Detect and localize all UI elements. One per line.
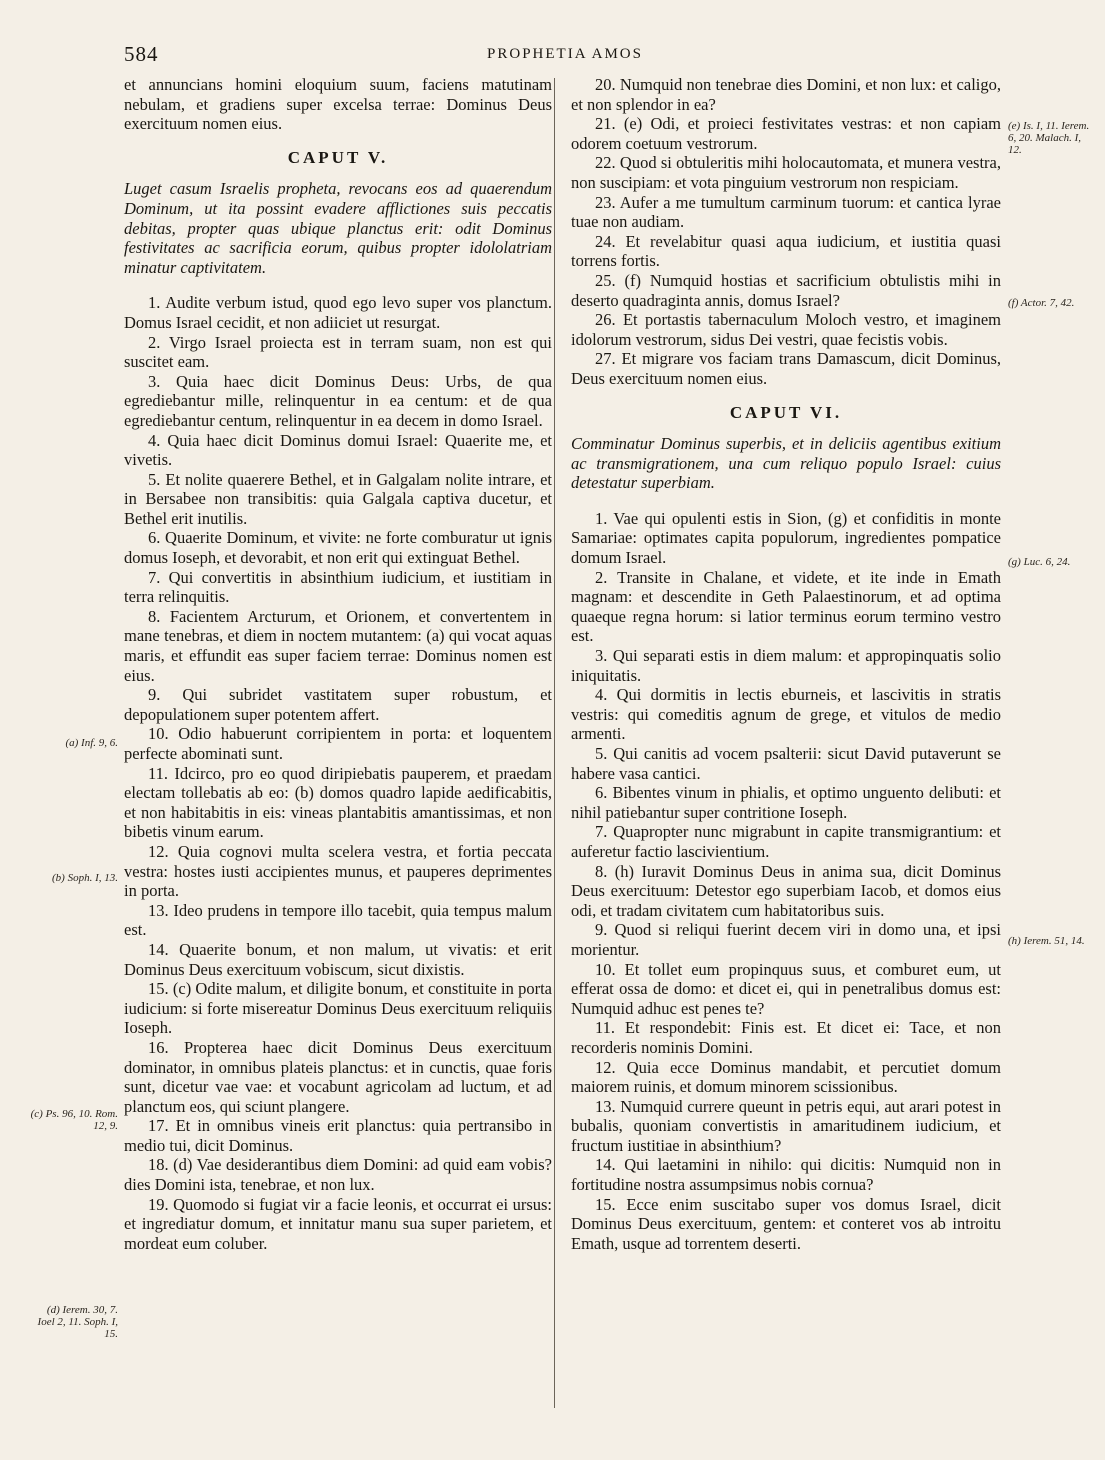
- verse: 24. Et revelabitur quasi aqua iudicium, et iustitia quasi torrens fortis.: [571, 231, 1001, 271]
- margin-note: (d) Ierem. 30, 7. Ioel 2, 11. Soph. I, 15.: [37, 1304, 118, 1340]
- verse: 22. Quod si obtuleritis mihi holocautomata, et munera vestra, non suscipiam: et vota pinguium vestrorum non respiciam.: [571, 153, 1001, 192]
- margin-note: (g) Luc. 6, 24.: [1008, 556, 1071, 568]
- verse: 1. Audite verbum istud, quod ego levo super vos planctum. Domus Israel cecidit, et non adiiciet ut resurgat.: [124, 293, 552, 332]
- verse: 3. Quia haec dicit Dominus Deus: Urbs, de qua egrediebantur mille, relinquentur in ea centum: et de qua egrediebantur centum, relinquentur in ea decem in domo Israel.: [124, 371, 552, 430]
- chapter-summary: Luget casum Israelis propheta, revocans eos ad quaerendum Dominum, ut ita possint evadere afflictiones suis peccatis debitas, propter quas ubique planctus erit: odit Dominus festivitates ac sacrificia eorum, quibus propter idololatriam minatur captivitatem.: [124, 179, 552, 277]
- verse: 4. Quia haec dicit Dominus domui Israel: Quaerite me, et vivetis.: [124, 430, 552, 470]
- verse: 9. Qui subridet vastitatem super robustum, et depopulationem super potentem affert.: [124, 685, 552, 724]
- verse: 6. Quaerite Dominum, et vivite: ne forte comburatur ut ignis domus Ioseph, et devorabit, et non erit qui extinguat Bethel.: [124, 528, 552, 568]
- right-column: [571, 75, 1001, 1253]
- verse: 8. (h) Iuravit Dominus Deus in anima sua, dicit Dominus Deus exercituum: Detestor ego superbiam Iacob, et domos eius odi, et tradam civitatem cum habitatoribus suis.: [571, 861, 1001, 920]
- verse: 1. Vae qui opulenti estis in Sion, (g) et confiditis in monte Samariae: optimates capita populorum, ingredientes pompatice domum Israel.: [571, 508, 1001, 568]
- chapter-heading: CAPUT V.: [287, 147, 389, 167]
- verse: 27. Et migrare vos faciam trans Damascum, dicit Dominus, Deus exercituum nomen eius.: [571, 349, 1001, 388]
- running-title: PROPHETIA AMOS: [487, 46, 643, 62]
- verse: 19. Quomodo si fugiat vir a facie leonis, et occurrat ei ursus: et ingrediatur domum, et innitatur manu sua super parietem, et mordeat eum coluber.: [124, 1194, 552, 1253]
- chapter-intro-text: et annuncians homini eloquium suum, faciens matutinam nebulam, et gradiens super excelsa terrae: Dominus Deus exercituum nomen eius.: [124, 75, 552, 134]
- verse: 16. Propterea haec dicit Dominus Deus exercituum dominator, in omnibus plateis planctus: et in cunctis, quae foris sunt, dicetur vae vae: et vocabunt agricolam ad luctum, et ad planctum eos, qui sciunt plangere.: [124, 1037, 552, 1116]
- verse: 9. Quod si reliqui fuerint decem viri in domo una, et ipsi morientur.: [571, 920, 1001, 959]
- verse: 12. Quia cognovi multa scelera vestra, et fortia peccata vestra: hostes iusti accipientes munus, et pauperes deprimentes in porta.: [124, 841, 552, 901]
- verse: 21. (e) Odi, et proieci festivitates vestras: et non capiam odorem coetuum vestrorum.: [571, 114, 1001, 153]
- verse: 3. Qui separati estis in diem malum: et appropinquatis solio iniquitatis.: [571, 646, 1001, 685]
- verse: 17. Et in omnibus vineis erit planctus: quia pertransibo in medio tui, dicit Dominus.: [124, 1116, 552, 1155]
- verse: 13. Ideo prudens in tempore illo tacebit, quia tempus malum est.: [124, 900, 552, 940]
- margin-note: (c) Ps. 96, 10. Rom. 12, 9.: [30, 1108, 118, 1132]
- verse: 15. (c) Odite malum, et diligite bonum, et constituite in porta iudicium: si forte misereatur Dominus Deus exercituum reliquiis Ioseph.: [124, 979, 552, 1038]
- verse: 12. Quia ecce Dominus mandabit, et percutiet domum maiorem ruinis, et domum minorem scissionibus.: [571, 1057, 1001, 1097]
- verse: 14. Quaerite bonum, et non malum, ut vivatis: et erit Dominus Deus exercituum vobiscum, sicut dixistis.: [124, 939, 552, 979]
- column-divider: [554, 78, 555, 1408]
- verse: 15. Ecce enim suscitabo super vos domus Israel, dicit Dominus Deus exercituum, gentem: et conteret vos ab introitu Emath, usque ad torrentem deserti.: [571, 1194, 1001, 1253]
- verse: 5. Qui canitis ad vocem psalterii: sicut David putaverunt se habere vasa cantici.: [571, 744, 1001, 783]
- verse: 11. Idcirco, pro eo quod diripiebatis pauperem, et praedam electam tollebatis ab eo: (b) domos quadro lapide aedificabitis, et non habitabitis in eis: vineas plantabitis amantissimas, et non bibetis vinum earum.: [124, 763, 552, 842]
- verse: 18. (d) Vae desiderantibus diem Domini: ad quid eam vobis? dies Domini ista, tenebrae, et non lux.: [124, 1155, 552, 1195]
- margin-note: (e) Is. I, 11. Ierem. 6, 20. Malach. I, 12.: [1008, 120, 1090, 156]
- verse: 2. Transite in Chalane, et videte, et ite inde in Emath magnam: et descendite in Geth Palaestinorum, et ad optima quaeque regna horum: si latior terminus eorum termino vestro est.: [571, 567, 1001, 646]
- page-header: [124, 42, 1006, 70]
- verse: 10. Odio habuerunt corripientem in porta: et loquentem perfecte abominati sunt.: [124, 724, 552, 763]
- verse: 11. Et respondebit: Finis est. Et dicet ei: Tace, et non recorderis nominis Domini.: [571, 1018, 1001, 1057]
- verse: 26. Et portastis tabernaculum Moloch vestro, et imaginem idolorum vestrorum, sidus Dei vestri, quae fecistis vobis.: [571, 310, 1001, 349]
- verse: 20. Numquid non tenebrae dies Domini, et non lux: et caligo, et non splendor in ea?: [571, 75, 1001, 114]
- chapter-heading: CAPUT VI.: [729, 402, 843, 422]
- verse: 7. Quapropter nunc migrabunt in capite transmigrantium: et auferetur factio lascivientium.: [571, 822, 1001, 861]
- verse: 23. Aufer a me tumultum carminum tuorum: et cantica lyrae tuae non audiam.: [571, 192, 1001, 232]
- verse: 4. Qui dormitis in lectis eburneis, et lascivitis in stratis vestris: qui comeditis agnum de grege, et vitulos de medio armenti.: [571, 685, 1001, 744]
- verse: 25. (f) Numquid hostias et sacrificium obtulistis mihi in deserto quadraginta annis, domus Israel?: [571, 270, 1001, 310]
- left-column: [124, 75, 552, 1253]
- verse: 6. Bibentes vinum in phialis, et optimo unguento delibuti: et nihil patiebantur super contritione Ioseph.: [571, 783, 1001, 822]
- page-number: 584: [124, 42, 159, 66]
- verse: 10. Et tollet eum propinquus suus, et comburet eum, ut efferat ossa de domo: et dicet ei, qui in penetralibus domus est: Numquid adhuc est penes te?: [571, 959, 1001, 1018]
- verse: 14. Qui laetamini in nihilo: qui dicitis: Numquid non in fortitudine nostra assumpsimus nobis cornua?: [571, 1155, 1001, 1195]
- verse: 2. Virgo Israel proiecta est in terram suam, non est qui suscitet eam.: [124, 332, 552, 372]
- verse: 13. Numquid currere queunt in petris equi, aut arari potest in bubalis, quoniam convertistis in amaritudinem iudicium, et fructum iustitiae in absinthium?: [571, 1096, 1001, 1155]
- verse: 7. Qui convertitis in absinthium iudicium, et iustitiam in terra relinquitis.: [124, 567, 552, 607]
- margin-note: (f) Actor. 7, 42.: [1008, 297, 1075, 309]
- chapter-summary: Comminatur Dominus superbis, et in deliciis agentibus exitium ac transmigrationem, una cum reliquo populo Israel: cuius detestatur superbiam.: [571, 434, 1001, 493]
- verse: 8. Facientem Arcturum, et Orionem, et convertentem in mane tenebras, et diem in noctem mutantem: (a) qui vocat aquas maris, et effundit eas super faciem terrae: Dominus nomen est eius.: [124, 606, 552, 685]
- margin-note: (a) Inf. 9, 6.: [65, 737, 118, 749]
- margin-note: (h) Ierem. 51, 14.: [1008, 935, 1085, 947]
- verse: 5. Et nolite quaerere Bethel, et in Galgalam nolite intrare, et in Bersabee non transibitis: quia Galgala captiva ducetur, et Bethel erit inutilis.: [124, 469, 552, 528]
- margin-note: (b) Soph. I, 13.: [52, 872, 118, 884]
